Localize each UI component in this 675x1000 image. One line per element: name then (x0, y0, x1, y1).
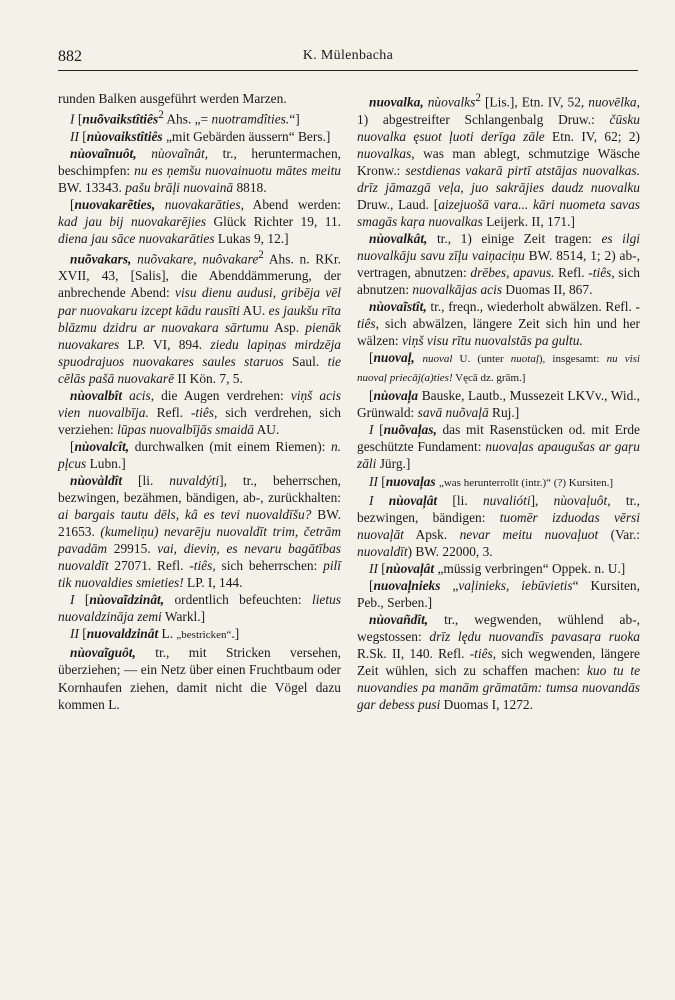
dictionary-entry: nùovaĩguôt, tr., mit Stricken versehen, überziehen; — ein Netz über einen Fruchtbaum oder Kornhaufen ziehen, damit nicht die Vögel dazu kommen L. (58, 645, 341, 712)
dictionary-entry: nuovalka, nùovalks$^2$ [Lis.], Etn. IV, 52, nuovēlka, 1) abgestreifter Schlangenbalg Druw.: čūsku nuovalka ęsuot ļuoti derīga zāle Etn. IV, 62; 2) nuovalkas, was man ablegt, schmutzige Wäsche Kronw.: sestdienas vakarā pirtī atstājas nuovalkas. drīz jāmazgā veļa, juo sakrājies daudz nuovalku Druw., Laud. [aizejuošā vara... kāri nuometa savas smagās kaŗa nuovalkas Leijerk. II, 171.] (357, 92, 640, 229)
running-title: K. Mülenbacha (302, 48, 394, 63)
dictionary-entry: nùovañdît, tr., wegwenden, wühlend ab-, wegstossen: drīz lędu nuovandīs pavasaŗa ruoka R.Sk. II, 140. Refl. -tiês, sich wegwenden, längere Zeit wühlen, sich zu schaffen machen: kuo tu te nuovandies pa manām grāmatām: tumsa nuovandās gar debess pusi Duomas I, 1272. (357, 611, 641, 713)
dictionary-entry: [nùovalcît, durchwalken (mit einem Riemen): n. pļcus Lubn.] (58, 438, 341, 471)
dictionary-entry: I [nuõvaikstîtiês$^2$ Ahs. „= nuotramdîties.“] (70, 109, 300, 127)
dictionary-entry: I nùovaļât [li. nuvalióti], nùovaļuôt, tr., bezwingen, bändigen: tuomēr izduodas vērsi nuovaļāt Apsk. nevar meitu nuovaļuot (Var.: nuovaldīt) BW. 22000, 3. (357, 492, 640, 559)
dictionary-entry: [nuovaļnieks „vaļinieks, iebūvietis“ Kursiten, Peb., Serben.] (357, 577, 640, 610)
dictionary-entry: nùovalkât, tr., 1) einige Zeit tragen: es ilgi nuovalkāju savu zīļu vaiņaciņu BW. 8514, 1; 2) ab-, vertragen, abnutzen: drēbes, apavus. Refl. -tiês, sich abnutzen: nuovalkājas acis Duomas II, 867. (357, 230, 640, 297)
right-column (357, 90, 640, 713)
dictionary-entry: [nuovakarẽties, nuovakarāties, Abend werden: kad jau bij nuovakarējies Glück Richter 19, 11. diena jau sāce nuovakarāties Lukas 9, 12.] (58, 196, 341, 246)
dictionary-entry: nùovàldît [li. nuvaldýti], tr., beherrschen, bezwingen, bezähmen, bändigen, ab-, zurückhalten: ai bargais tautu dēls, kâ es tevi nuovaldīšu? BW. 21653. (kumeliņu) nevarēju nuovaldīt trim, četrām pavadām 29915. vai, dieviņ, es nevaru bagātības nuovaldīt 27071. Refl. -tiês, sich beherrschen: pilī tik nuovaldies smieties! LP. I, 144. (58, 472, 341, 591)
dictionary-entry: I [nuõvaļas, das mit Rasenstücken od. mit Erde geschützte Fundament: nuovaļas apaugušas ar gaŗu zāli Jürg.] (357, 422, 640, 472)
dictionary-entry: [nuovaļ, nuoval U. (unter nuotaļ), insgesamt: nu visi nuovaļ priecāj(a)ties! Vęcā dz. grām.] (357, 350, 640, 385)
dictionary-entry: nùovaĩnuôt, nùovaĩnât, tr., heruntermachen, beschimpfen: nu es ņemšu nuovainuotu mātes meitu BW. 13343. pašu brāļi nuovainā 8818. (58, 145, 341, 195)
dictionary-entry: runden Balken ausgeführt werden Marzen. (58, 91, 287, 106)
dictionary-entry: nùovalbît acis, die Augen verdrehen: viņš acis vien nuovalbīja. Refl. -tiês, sich verdrehen, sich verziehen: lūpas nuovalbījās smaidā AU. (58, 387, 341, 437)
page-number: 882 (58, 48, 82, 65)
dictionary-entry: II [nuovaldzinât L. „bestricken“.] (70, 626, 240, 642)
dictionary-entry: nuõvakars, nuõvakare, nuôvakare$^2$ Ahs. n. RKr. XVII, 43, [Salis], die Abenddämmerung, der anbrechende Abend: visu dienu audusi, gribēja vēl par nuovakaru izcept kādu rausīti AU. es jaukšu rīta blāzmu dzidru ar nuovakara sārtumu Asp. pienāk nuovakares LP. VI, 894. ziedu lapiņas mirdzēja spuodrajuos nuovakares saules staruos Saul. tie cēlās pašā nuovakarē II Kön. 7, 5. (58, 248, 341, 386)
page-header (58, 48, 638, 71)
dictionary-entry: I [nùovaĩdzinât, ordentlich befeuchten: lietus nuovaldzināja zemi Warkl.] (58, 592, 341, 625)
dictionary-entry: nùovaĩstît, tr., freqn., wiederholt abwälzen. Refl. -tiês, sich abwälzen, längere Zeit sich hin und her wälzen: viņš visu rītu nuovalstās pa gultu. (357, 299, 640, 349)
dictionary-entry: II [nùovaļât „müssig verbringen“ Oppek. n. U.] (369, 560, 626, 576)
dictionary-entry: II [nuovaļas „was herunterrollt (intr.)“ (?) Kursiten.] (369, 473, 614, 489)
dictionary-entry: [nùovaļa Bauske, Lautb., Mussezeit LKVv., Wid., Grünwald: savā nuõvaļā Ruj.] (357, 388, 640, 421)
dictionary-entry: II [nùovaikstîtiês „mit Gebärden äussern“ Bers.] (70, 128, 331, 144)
left-column (58, 90, 341, 713)
